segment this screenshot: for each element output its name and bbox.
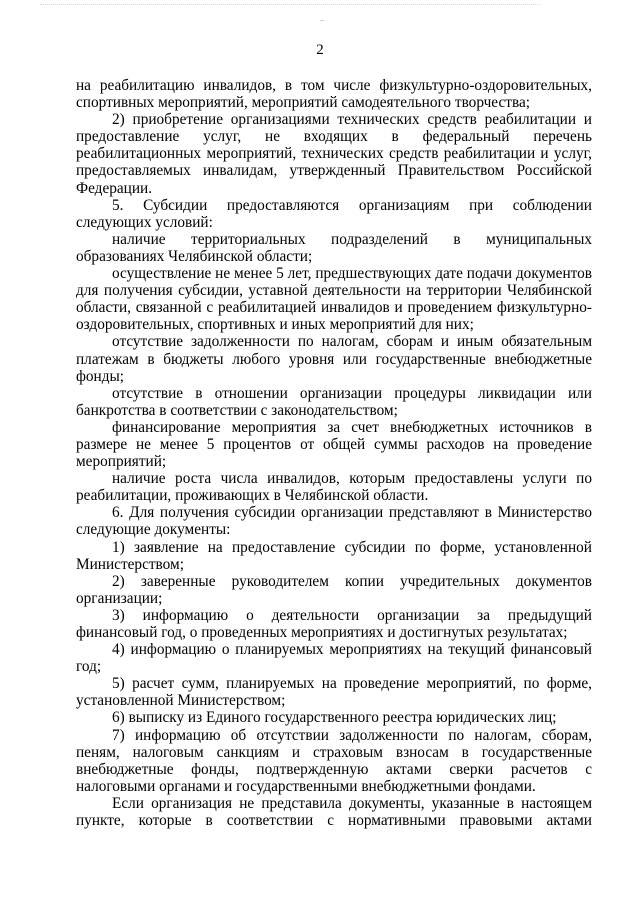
scan-artifact	[40, 4, 540, 13]
paragraph: 1) заявление на предоставление субсидии по форме, установленной Министерством;	[76, 538, 592, 573]
paragraph: 4) информацию о планируемых мероприятиях на текущий финансовый год;	[76, 641, 592, 676]
paragraph: 6. Для получения субсидии организации представляют в Министерство следующие документы:	[76, 504, 592, 539]
paragraph: наличие территориальных подразделений в муниципальных образованиях Челябинской области;	[76, 230, 592, 265]
document-body	[76, 77, 592, 829]
paragraph: 6) выписку из Единого государственного реестра юридических лиц;	[112, 709, 557, 727]
paragraph: отсутствие в отношении организации процедуры ликвидации или банкротства в соответствии с законодательством;	[76, 384, 592, 419]
paragraph: 5. Субсидии предоставляются организациям при соблюдении следующих условий:	[76, 196, 592, 231]
paragraph: 2) приобретение организациями технических средств реабилитации и предоставление услуг, не входящих в федеральный перечень реабилитационных мероприятий, технических средств реабилитации и услуг, предоставляемых инвалидам, утвержденный Правительством Российской Федерации.	[76, 111, 592, 197]
paragraph: 7) информацию об отсутствии задолженности по налогам, сборам, пеням, налоговым санкциям и страховым взносам в государственные внебюджетные фонды, подтвержденную актами сверки расчетов с налоговыми органами и государственными внебюджетными фондами.	[76, 726, 592, 795]
paragraph: 3) информацию о деятельности организации за предыдущий финансовый год, о проведенных мероприятиях и достигнутых результатах;	[76, 606, 592, 641]
scan-artifact-mark	[320, 20, 324, 21]
paragraph: 5) расчет сумм, планируемых на проведение мероприятий, по форме, установленной Министерством;	[76, 675, 592, 710]
paragraph: 2) заверенные руководителем копии учредительных документов организации;	[76, 572, 592, 607]
paragraph: осуществление не менее 5 лет, предшествующих дате подачи документов для получения субсидии, уставной деятельности на территории Челябинской области, связанной с реабилитацией инвалидов и проведением физкультурно-оздоровительных, спортивных и иных мероприятий для них;	[76, 265, 592, 334]
paragraph: финансирование мероприятия за счет внебюджетных источников в размере не менее 5 процентов от общей суммы расходов на проведение мероприятий;	[76, 418, 592, 471]
paragraph: отсутствие задолженности по налогам, сборам и иным обязательным платежам в бюджеты любого уровня или государственные внебюджетные фонды;	[76, 333, 592, 385]
paragraph: Если организация не представила документы, указанные в настоящем пункте, которые в соответствии с нормативными правовыми актами	[76, 794, 592, 830]
paragraph: на реабилитацию инвалидов, в том числе физкультурно-оздоровительных, спортивных мероприятий, мероприятий самодеятельного творчества;	[76, 77, 592, 112]
paragraph: наличие роста числа инвалидов, которым предоставлены услуги по реабилитации, проживающих в Челябинской области.	[76, 470, 592, 505]
page-number: 2	[316, 42, 324, 58]
